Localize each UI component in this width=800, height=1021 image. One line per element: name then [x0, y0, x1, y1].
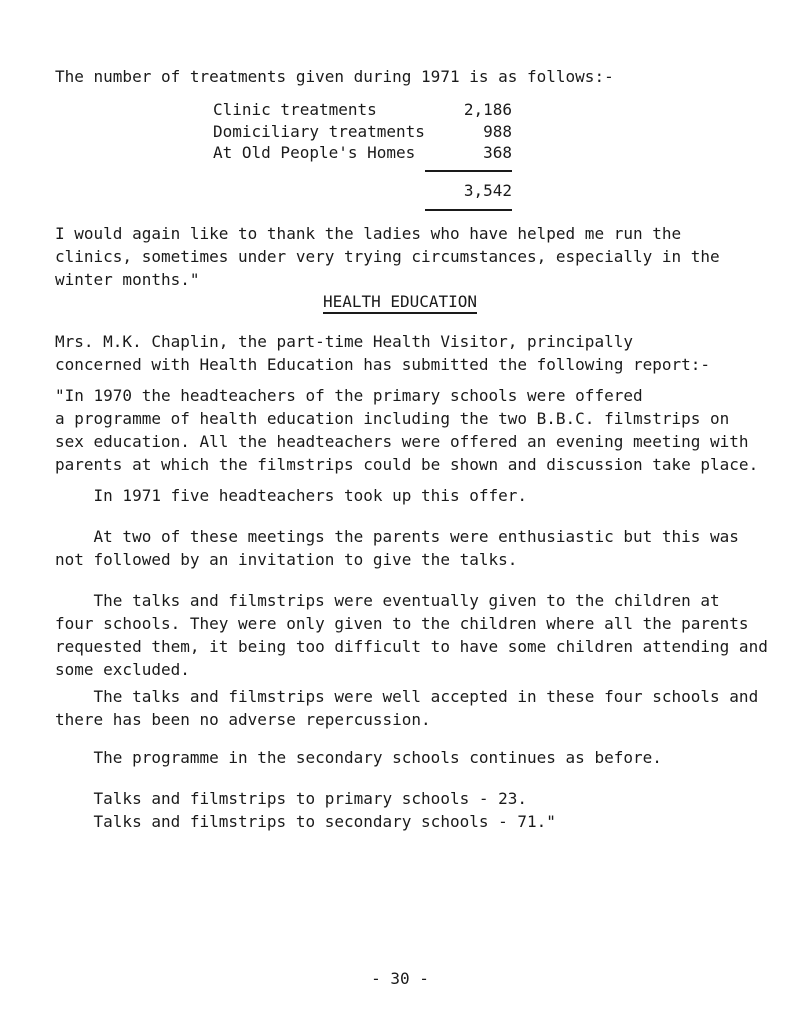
treatment-value: 368 [483, 143, 512, 162]
report-paragraph: At two of these meetings the parents were enthusiastic but this was not followed by an invitation to give the talks. [55, 527, 739, 569]
section-heading [0, 292, 800, 311]
treatment-label: At Old People's Homes [213, 143, 416, 162]
total-value: 3,542 [463, 181, 512, 200]
report-paragraph: Talks and filmstrips to primary schools - 23. Talks and filmstrips to secondary schools - 71." [93, 789, 556, 831]
report-paragraph: "In 1970 the headteachers of the primary schools were offered a programme of health education including the two B.B.C. filmstrips on sex education. All the headteachers were offered an evening meeting with parents at which the filmstrips could be shown and discussion take place. [55, 386, 759, 474]
section-intro-paragraph: Mrs. M.K. Chaplin, the part-time Health Visitor, principally concerned with Health Education has submitted the following report:- [55, 332, 711, 374]
report-paragraph: The programme in the secondary schools continues as before. [55, 748, 662, 767]
closing-paragraph: I would again like to thank the ladies who have helped me run the clinics, sometimes under very trying circumstances, especially in the winter months." [55, 224, 720, 289]
section-heading-text: HEALTH EDUCATION [323, 292, 477, 314]
report-paragraph: In 1971 five headteachers took up this offer. [55, 486, 528, 505]
total-rule-bottom [425, 209, 512, 211]
treatment-label: Clinic treatments [213, 100, 377, 119]
report-paragraph: The talks and filmstrips were well accepted in these four schools and there has been no adverse repercussion. [55, 687, 759, 729]
page-number: - 30 - [371, 969, 429, 988]
total-rule-top [425, 170, 512, 172]
treatment-label: Domiciliary treatments [213, 122, 425, 141]
treatment-value: 988 [483, 122, 512, 141]
treatment-value: 2,186 [463, 100, 512, 119]
intro-line: The number of treatments given during 1971 is as follows:- [55, 67, 614, 86]
report-paragraph: The talks and filmstrips were eventually given to the children at four schools. They were only given to the children where all the parents requested them, it being too difficult to have some children attending and some excluded. [55, 591, 768, 679]
